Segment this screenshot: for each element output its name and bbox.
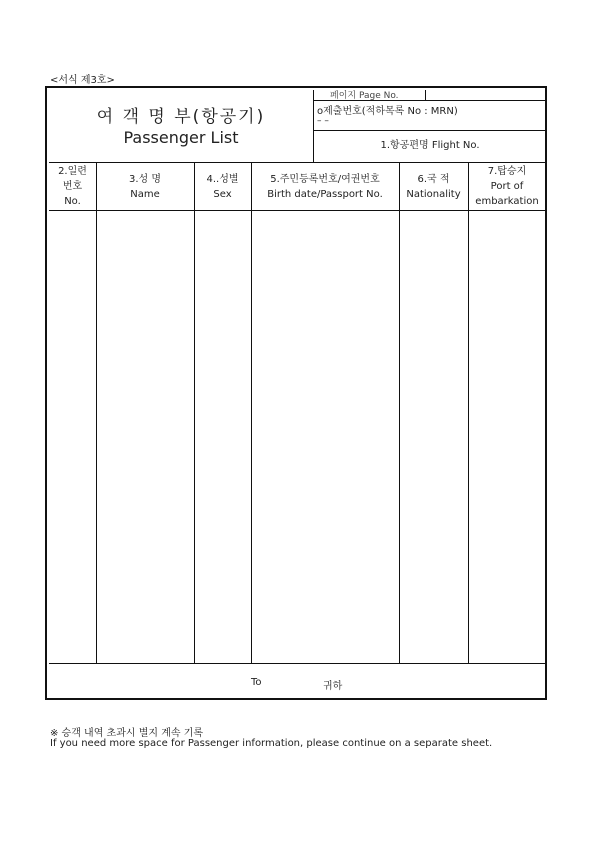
addressee-to: To	[251, 677, 262, 688]
page-number-label: 페이지 Page No.	[330, 91, 399, 101]
table-bottom-line	[49, 663, 546, 664]
title-korean: 여 객 명 부(항공기)	[96, 107, 266, 127]
col-header-no: 2.일련 번호 No.	[58, 166, 87, 207]
header-bottom-line	[49, 162, 546, 163]
col-sep-3	[251, 162, 252, 663]
col-header-passport: 5.주민등록번호/여권번호 Birth date/Passport No.	[267, 174, 383, 200]
title-english: Passenger List	[123, 128, 239, 147]
col-header-embarkation: 7.탑승지 Port of embarkation	[475, 166, 539, 207]
note-english: If you need more space for Passenger information, please continue on a separate sheet.	[50, 738, 493, 749]
col-header-sex: 4..성별 Sex	[206, 174, 239, 200]
col-header-nationality: 6.국 적 Nationality	[406, 174, 461, 200]
note-korean: ※ 승객 내역 초과시 별지 계속 기록	[50, 728, 204, 739]
page-box-divider	[425, 90, 426, 100]
submission-number-label: o제출번호(적하목록 No : MRN)	[317, 106, 458, 117]
form-code: <서식 제3호>	[50, 75, 115, 86]
submission-number-field[interactable]: – –	[317, 116, 329, 126]
column-header-bottom-line	[49, 210, 546, 211]
submission-row-line	[313, 130, 546, 131]
col-sep-4	[399, 162, 400, 663]
col-header-name: 3.성 명 Name	[128, 174, 162, 200]
addressee-gwiha: 귀하	[323, 681, 343, 692]
flight-number-label: 1.항공편명 Flight No.	[380, 140, 480, 151]
col-sep-5	[468, 162, 469, 663]
col-sep-1	[96, 162, 97, 663]
col-sep-2	[194, 162, 195, 663]
